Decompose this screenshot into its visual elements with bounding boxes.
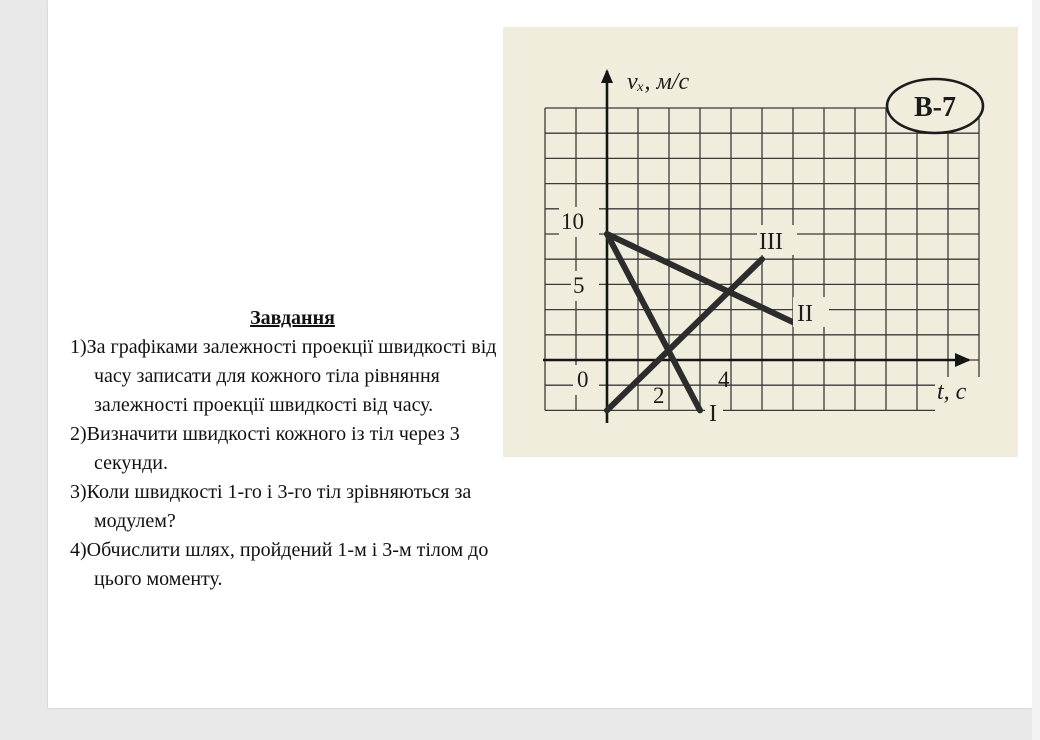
x-axis-arrow-icon (955, 353, 971, 367)
y-axis-arrow-icon (601, 69, 613, 83)
x-tick-4: 4 (718, 367, 730, 392)
velocity-graph (503, 27, 1018, 457)
velocity-graph-figure (503, 27, 1018, 457)
y-axis-label: vₓ, м/с (627, 69, 690, 95)
viewer-edge (1032, 0, 1040, 740)
task-item-1: 1)За графіками залежності проекції швидкості від часу записати для кожного тіла рівняння залежності проекції швидкості від часу. (70, 336, 497, 416)
task-item-4: 4)Обчислити шлях, пройдений 1-м і 3-м тілом до цього моменту. (70, 539, 489, 590)
task-item-3: 3)Коли швидкості 1-го і 3-го тіл зрівняються за модулем? (70, 481, 472, 532)
task-list (70, 333, 520, 594)
task-title: Завдання (250, 307, 335, 329)
task-item-2: 2)Визначити швидкості кожного із тіл через 3 секунди. (70, 423, 460, 474)
variant-badge: В-7 (914, 92, 956, 123)
y-tick-10: 10 (561, 209, 584, 234)
task-block (70, 304, 520, 594)
graph-labels (559, 67, 991, 427)
origin-label: 0 (577, 367, 589, 392)
line-label-i: I (709, 401, 717, 427)
x-axis-label: t, с (937, 379, 967, 405)
y-tick-5: 5 (573, 273, 585, 298)
x-tick-2: 2 (653, 383, 665, 408)
line-label-ii: II (797, 301, 813, 327)
line-label-iii: III (759, 229, 783, 255)
